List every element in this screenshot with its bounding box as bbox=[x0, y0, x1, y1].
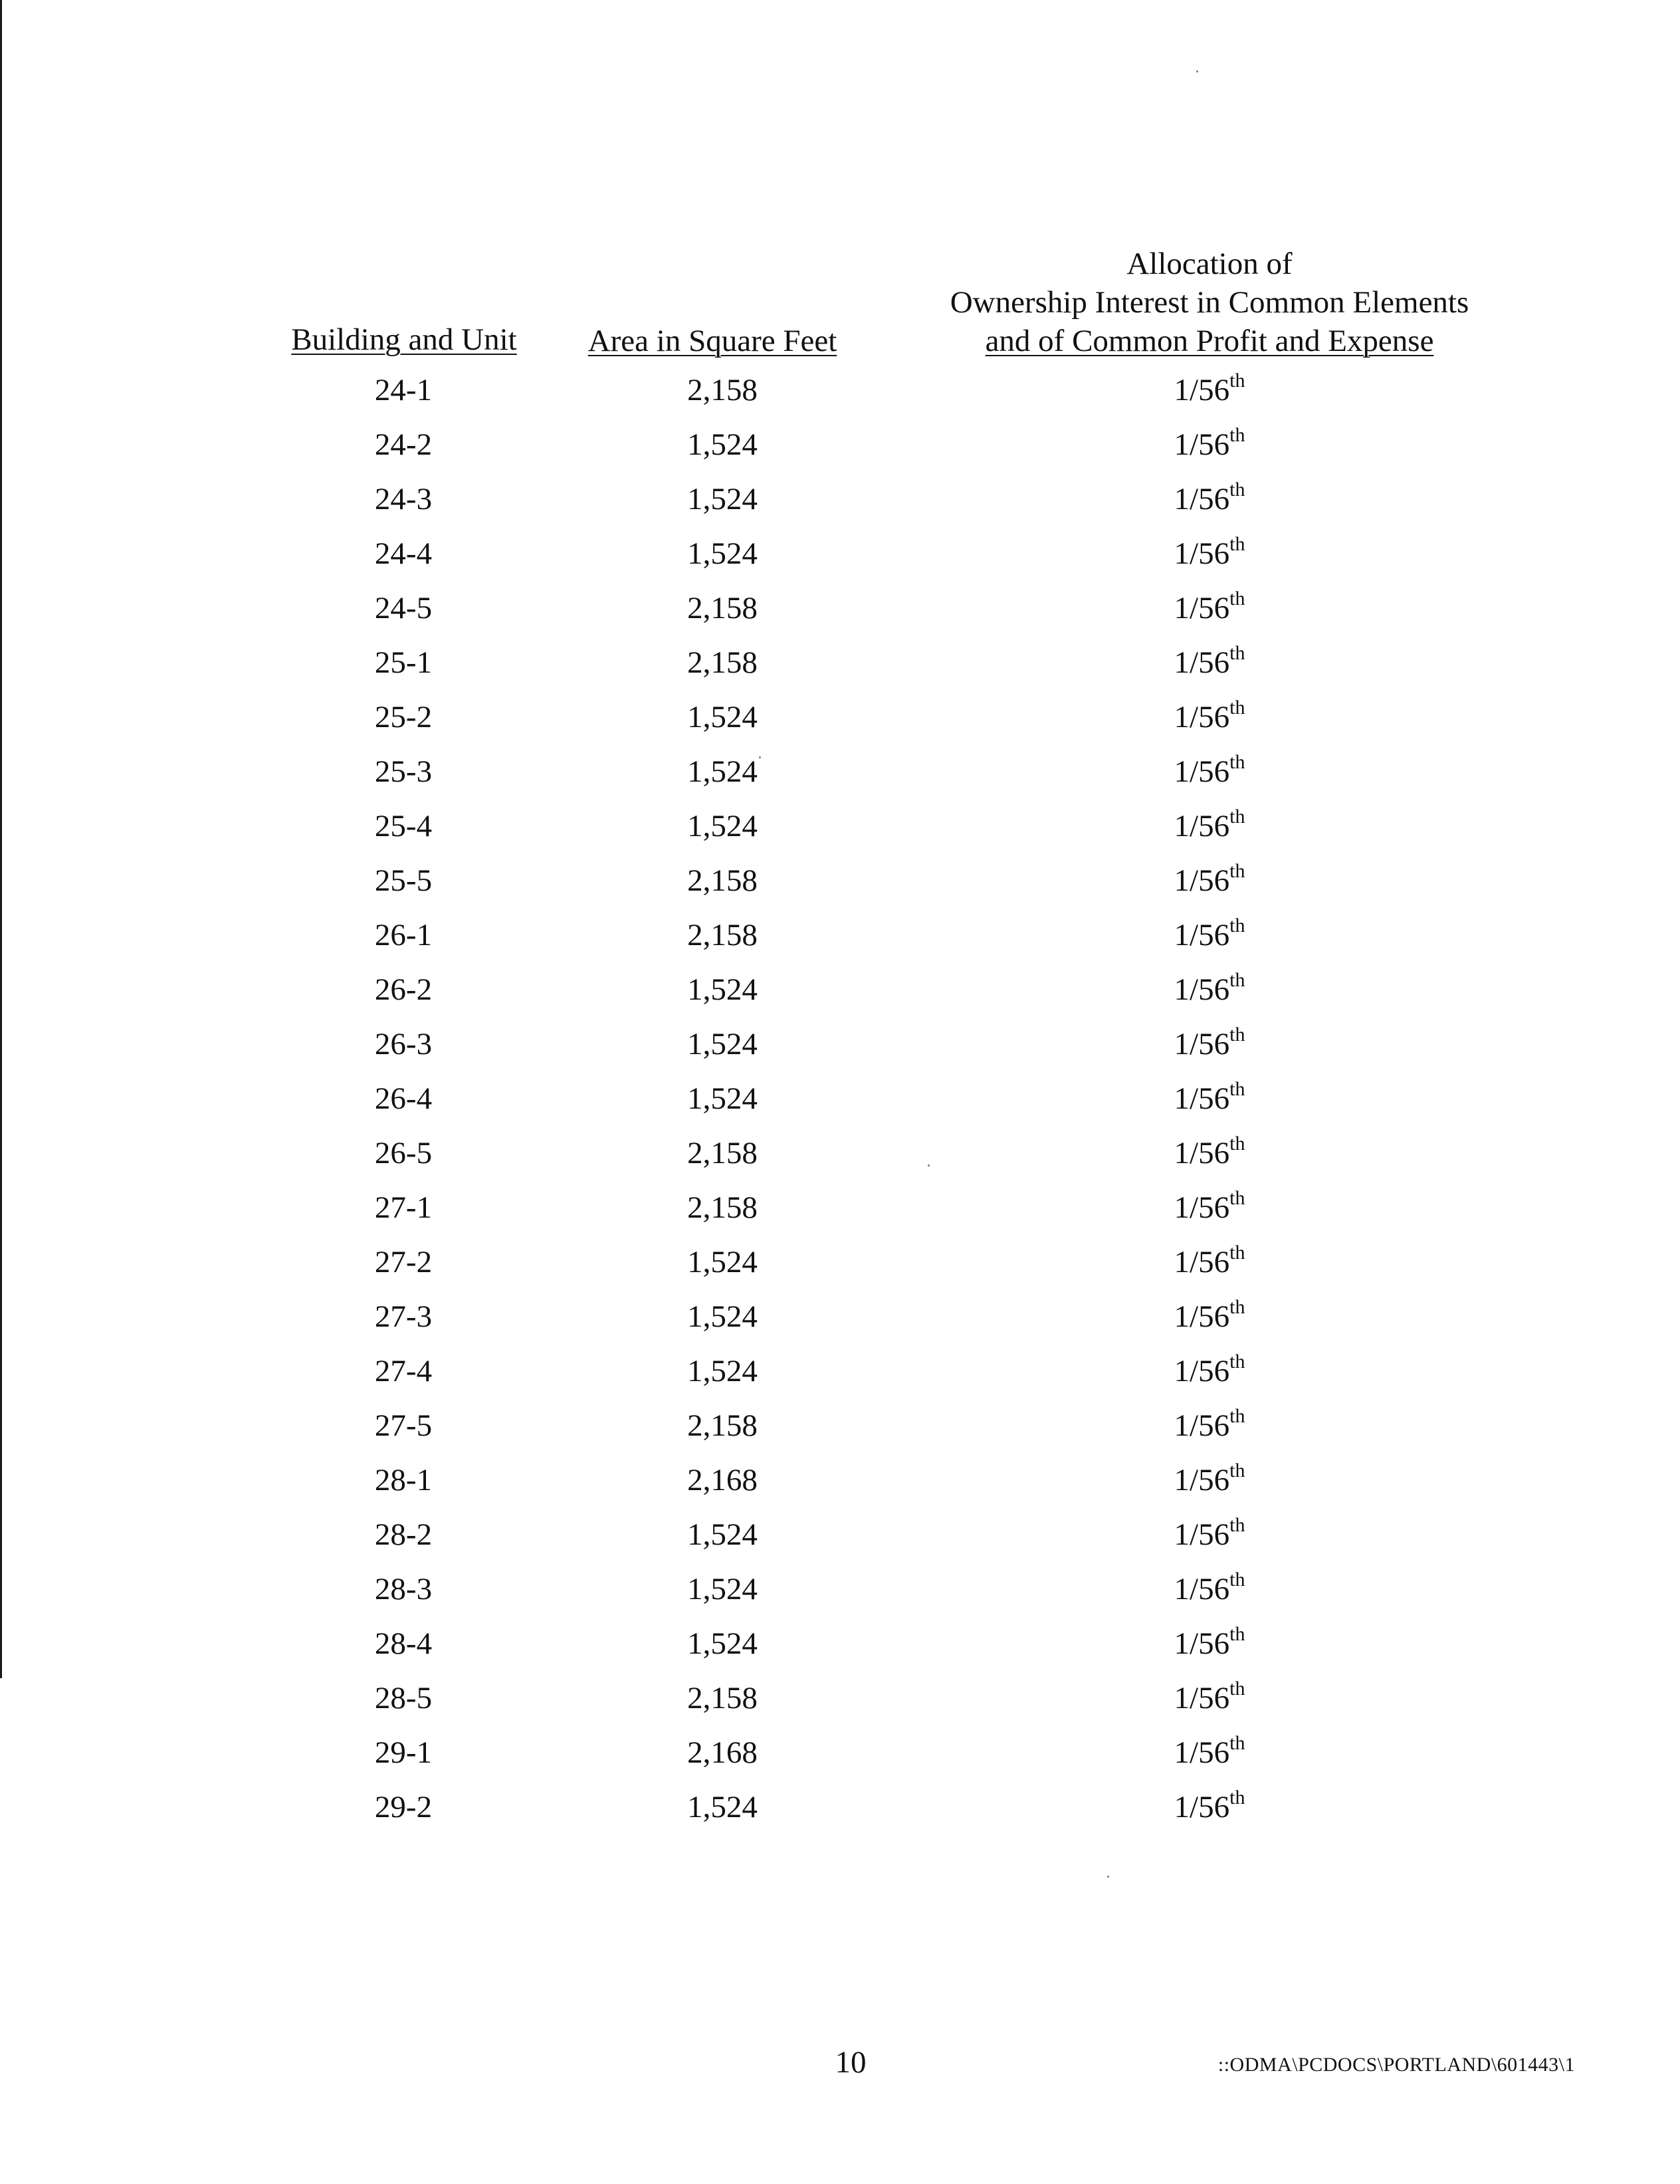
cell-allocation bbox=[1110, 1296, 1309, 1335]
scan-speck bbox=[1107, 1876, 1109, 1878]
allocation-ordinal-suffix: th bbox=[1229, 969, 1245, 991]
cell-building-unit: 26-2 bbox=[374, 972, 433, 1007]
cell-area-square-feet: 1,524 bbox=[687, 1572, 758, 1606]
cell-allocation bbox=[1110, 1514, 1309, 1553]
cell-allocation bbox=[1110, 372, 1309, 408]
allocation-fraction: 1/56 bbox=[1174, 427, 1230, 462]
allocation-ordinal-suffix: th bbox=[1229, 1460, 1245, 1481]
table-row bbox=[0, 1623, 1680, 1680]
table-row bbox=[0, 969, 1680, 1026]
table-row bbox=[0, 1680, 1680, 1735]
cell-allocation bbox=[1110, 533, 1309, 572]
cell-allocation bbox=[1110, 1244, 1309, 1280]
allocation-ordinal-suffix: th bbox=[1229, 697, 1245, 718]
table-row bbox=[0, 1078, 1680, 1135]
cell-building-unit: 27-1 bbox=[374, 1190, 433, 1225]
cell-area-square-feet: 1,524 bbox=[687, 1027, 758, 1061]
allocation-fraction: 1/56 bbox=[1174, 754, 1230, 789]
cell-area-square-feet: 1,524 bbox=[687, 1790, 758, 1824]
table-row bbox=[0, 699, 1680, 754]
allocation-fraction: 1/56 bbox=[1174, 1408, 1230, 1443]
cell-building-unit: 25-5 bbox=[374, 863, 433, 898]
unit-allocation-table bbox=[0, 372, 1680, 1844]
cell-area-square-feet: 2,168 bbox=[687, 1735, 758, 1770]
column-header-building-and-unit bbox=[271, 320, 537, 359]
document-path-footer: ::ODMA\PCDOCS\PORTLAND\601443\1 bbox=[1217, 2054, 1575, 2076]
allocation-fraction: 1/56 bbox=[1174, 700, 1230, 734]
table-row bbox=[0, 1514, 1680, 1571]
cell-area-square-feet: 2,158 bbox=[687, 1136, 758, 1170]
cell-building-unit: 24-1 bbox=[374, 373, 433, 407]
cell-area-square-feet: 1,524 bbox=[687, 754, 758, 789]
cell-building-unit: 28-2 bbox=[374, 1517, 433, 1552]
cell-area-square-feet: 1,524 bbox=[687, 536, 758, 571]
cell-area-square-feet: 1,524 bbox=[687, 1299, 758, 1334]
table-row bbox=[0, 808, 1680, 863]
cell-area-square-feet: 2,158 bbox=[687, 591, 758, 625]
cell-allocation bbox=[1110, 642, 1309, 681]
cell-area-square-feet: 1,524 bbox=[687, 1626, 758, 1661]
allocation-fraction: 1/56 bbox=[1174, 972, 1230, 1007]
allocation-fraction: 1/56 bbox=[1174, 1517, 1230, 1552]
cell-area-square-feet: 1,524 bbox=[687, 482, 758, 516]
allocation-fraction: 1/56 bbox=[1174, 1027, 1230, 1061]
table-row bbox=[0, 1353, 1680, 1408]
allocation-fraction: 1/56 bbox=[1174, 1245, 1230, 1279]
table-row bbox=[0, 1571, 1680, 1626]
allocation-ordinal-suffix: th bbox=[1229, 915, 1245, 936]
allocation-ordinal-suffix: th bbox=[1229, 1678, 1245, 1699]
column-header-allocation-line-1: Allocation of bbox=[1126, 247, 1293, 281]
cell-building-unit: 25-2 bbox=[374, 700, 433, 734]
cell-area-square-feet: 1,524 bbox=[687, 700, 758, 734]
allocation-fraction: 1/56 bbox=[1174, 918, 1230, 952]
cell-allocation bbox=[1110, 1462, 1309, 1498]
table-row bbox=[0, 1244, 1680, 1299]
column-header-area-text: Area in Square Feet bbox=[587, 324, 837, 358]
table-row bbox=[0, 1026, 1680, 1081]
cell-allocation bbox=[1110, 424, 1309, 463]
cell-allocation bbox=[1110, 1571, 1309, 1607]
cell-allocation bbox=[1110, 481, 1309, 517]
cell-allocation bbox=[1110, 1135, 1309, 1171]
table-row bbox=[0, 1187, 1680, 1244]
allocation-fraction: 1/56 bbox=[1174, 536, 1230, 571]
cell-area-square-feet: 2,158 bbox=[687, 863, 758, 898]
table-row bbox=[0, 590, 1680, 645]
cell-allocation bbox=[1110, 917, 1309, 953]
cell-building-unit: 25-3 bbox=[374, 754, 433, 789]
column-header-area-in-square-feet bbox=[573, 322, 852, 360]
page-number: 10 bbox=[835, 2045, 867, 2080]
allocation-fraction: 1/56 bbox=[1174, 1354, 1230, 1388]
cell-area-square-feet: 1,524 bbox=[687, 427, 758, 462]
cell-building-unit: 24-5 bbox=[374, 591, 433, 625]
allocation-fraction: 1/56 bbox=[1174, 591, 1230, 625]
table-row bbox=[0, 1462, 1680, 1517]
allocation-ordinal-suffix: th bbox=[1229, 642, 1245, 664]
table-row bbox=[0, 424, 1680, 481]
cell-allocation bbox=[1110, 1405, 1309, 1444]
cell-allocation bbox=[1110, 969, 1309, 1008]
cell-allocation bbox=[1110, 1353, 1309, 1389]
cell-area-square-feet: 1,524 bbox=[687, 1517, 758, 1552]
cell-allocation bbox=[1110, 1789, 1309, 1825]
cell-allocation bbox=[1110, 808, 1309, 844]
table-row bbox=[0, 642, 1680, 699]
cell-building-unit: 28-3 bbox=[374, 1572, 433, 1606]
allocation-fraction: 1/56 bbox=[1174, 645, 1230, 680]
cell-allocation bbox=[1110, 751, 1309, 790]
allocation-fraction: 1/56 bbox=[1174, 1081, 1230, 1116]
cell-building-unit: 28-5 bbox=[374, 1681, 433, 1715]
allocation-fraction: 1/56 bbox=[1174, 809, 1230, 843]
allocation-ordinal-suffix: th bbox=[1229, 1787, 1245, 1808]
column-header-allocation bbox=[904, 245, 1515, 360]
allocation-ordinal-suffix: th bbox=[1229, 1623, 1245, 1645]
allocation-ordinal-suffix: th bbox=[1229, 1569, 1245, 1590]
allocation-fraction: 1/56 bbox=[1174, 1136, 1230, 1170]
table-row bbox=[0, 1405, 1680, 1462]
cell-building-unit: 29-1 bbox=[374, 1735, 433, 1770]
allocation-ordinal-suffix: th bbox=[1229, 479, 1245, 500]
allocation-ordinal-suffix: th bbox=[1229, 806, 1245, 827]
cell-allocation bbox=[1110, 1078, 1309, 1117]
cell-building-unit: 28-1 bbox=[374, 1463, 433, 1497]
cell-area-square-feet: 2,158 bbox=[687, 1190, 758, 1225]
table-row bbox=[0, 533, 1680, 590]
cell-building-unit: 27-5 bbox=[374, 1408, 433, 1443]
allocation-fraction: 1/56 bbox=[1174, 1299, 1230, 1334]
allocation-ordinal-suffix: th bbox=[1229, 1078, 1245, 1100]
cell-building-unit: 27-3 bbox=[374, 1299, 433, 1334]
cell-area-square-feet: 2,168 bbox=[687, 1463, 758, 1497]
allocation-ordinal-suffix: th bbox=[1229, 533, 1245, 555]
allocation-fraction: 1/56 bbox=[1174, 373, 1230, 407]
table-row bbox=[0, 481, 1680, 536]
cell-area-square-feet: 1,524 bbox=[687, 1354, 758, 1388]
cell-allocation bbox=[1110, 1680, 1309, 1716]
allocation-ordinal-suffix: th bbox=[1229, 424, 1245, 446]
cell-building-unit: 29-2 bbox=[374, 1790, 433, 1824]
cell-building-unit: 26-1 bbox=[374, 918, 433, 952]
cell-area-square-feet: 2,158 bbox=[687, 1408, 758, 1443]
table-row bbox=[0, 372, 1680, 427]
cell-building-unit: 28-4 bbox=[374, 1626, 433, 1661]
cell-allocation bbox=[1110, 1026, 1309, 1062]
column-header-allocation-line-3: and of Common Profit and Expense bbox=[985, 324, 1434, 358]
table-row bbox=[0, 1732, 1680, 1789]
cell-allocation bbox=[1110, 1187, 1309, 1226]
allocation-ordinal-suffix: th bbox=[1229, 1296, 1245, 1318]
cell-area-square-feet: 1,524 bbox=[687, 1081, 758, 1116]
table-row bbox=[0, 751, 1680, 808]
cell-area-square-feet: 2,158 bbox=[687, 645, 758, 680]
column-header-allocation-line-2: Ownership Interest in Common Elements bbox=[950, 285, 1469, 320]
allocation-ordinal-suffix: th bbox=[1229, 1514, 1245, 1536]
cell-allocation bbox=[1110, 590, 1309, 626]
cell-building-unit: 26-4 bbox=[374, 1081, 433, 1116]
cell-allocation bbox=[1110, 1732, 1309, 1771]
allocation-fraction: 1/56 bbox=[1174, 1681, 1230, 1715]
cell-area-square-feet: 2,158 bbox=[687, 373, 758, 407]
column-header-building-text: Building and Unit bbox=[291, 322, 517, 357]
allocation-ordinal-suffix: th bbox=[1229, 1351, 1245, 1372]
allocation-ordinal-suffix: th bbox=[1229, 1242, 1245, 1263]
allocation-ordinal-suffix: th bbox=[1229, 370, 1245, 391]
cell-building-unit: 27-4 bbox=[374, 1354, 433, 1388]
allocation-ordinal-suffix: th bbox=[1229, 1732, 1245, 1754]
allocation-fraction: 1/56 bbox=[1174, 863, 1230, 898]
table-row bbox=[0, 860, 1680, 917]
cell-allocation bbox=[1110, 860, 1309, 899]
allocation-fraction: 1/56 bbox=[1174, 482, 1230, 516]
allocation-fraction: 1/56 bbox=[1174, 1463, 1230, 1497]
allocation-ordinal-suffix: th bbox=[1229, 1133, 1245, 1154]
cell-building-unit: 24-4 bbox=[374, 536, 433, 571]
cell-building-unit: 26-3 bbox=[374, 1027, 433, 1061]
allocation-ordinal-suffix: th bbox=[1229, 1187, 1245, 1209]
allocation-ordinal-suffix: th bbox=[1229, 1024, 1245, 1045]
cell-building-unit: 27-2 bbox=[374, 1245, 433, 1279]
cell-building-unit: 26-5 bbox=[374, 1136, 433, 1170]
cell-building-unit: 25-1 bbox=[374, 645, 433, 680]
cell-building-unit: 25-4 bbox=[374, 809, 433, 843]
cell-area-square-feet: 1,524 bbox=[687, 809, 758, 843]
cell-area-square-feet: 1,524 bbox=[687, 1245, 758, 1279]
table-row bbox=[0, 917, 1680, 972]
cell-area-square-feet: 2,158 bbox=[687, 1681, 758, 1715]
cell-allocation bbox=[1110, 1623, 1309, 1662]
allocation-fraction: 1/56 bbox=[1174, 1735, 1230, 1770]
cell-building-unit: 24-2 bbox=[374, 427, 433, 462]
cell-building-unit: 24-3 bbox=[374, 482, 433, 516]
cell-area-square-feet: 1,524 bbox=[687, 972, 758, 1007]
cell-area-square-feet: 2,158 bbox=[687, 918, 758, 952]
allocation-ordinal-suffix: th bbox=[1229, 588, 1245, 609]
allocation-ordinal-suffix: th bbox=[1229, 860, 1245, 882]
allocation-ordinal-suffix: th bbox=[1229, 751, 1245, 773]
allocation-fraction: 1/56 bbox=[1174, 1572, 1230, 1606]
cell-allocation bbox=[1110, 699, 1309, 735]
allocation-fraction: 1/56 bbox=[1174, 1626, 1230, 1661]
allocation-fraction: 1/56 bbox=[1174, 1190, 1230, 1225]
table-header bbox=[0, 0, 1680, 372]
allocation-fraction: 1/56 bbox=[1174, 1790, 1230, 1824]
table-row bbox=[0, 1296, 1680, 1353]
table-row bbox=[0, 1135, 1680, 1190]
table-row bbox=[0, 1789, 1680, 1844]
allocation-ordinal-suffix: th bbox=[1229, 1405, 1245, 1427]
